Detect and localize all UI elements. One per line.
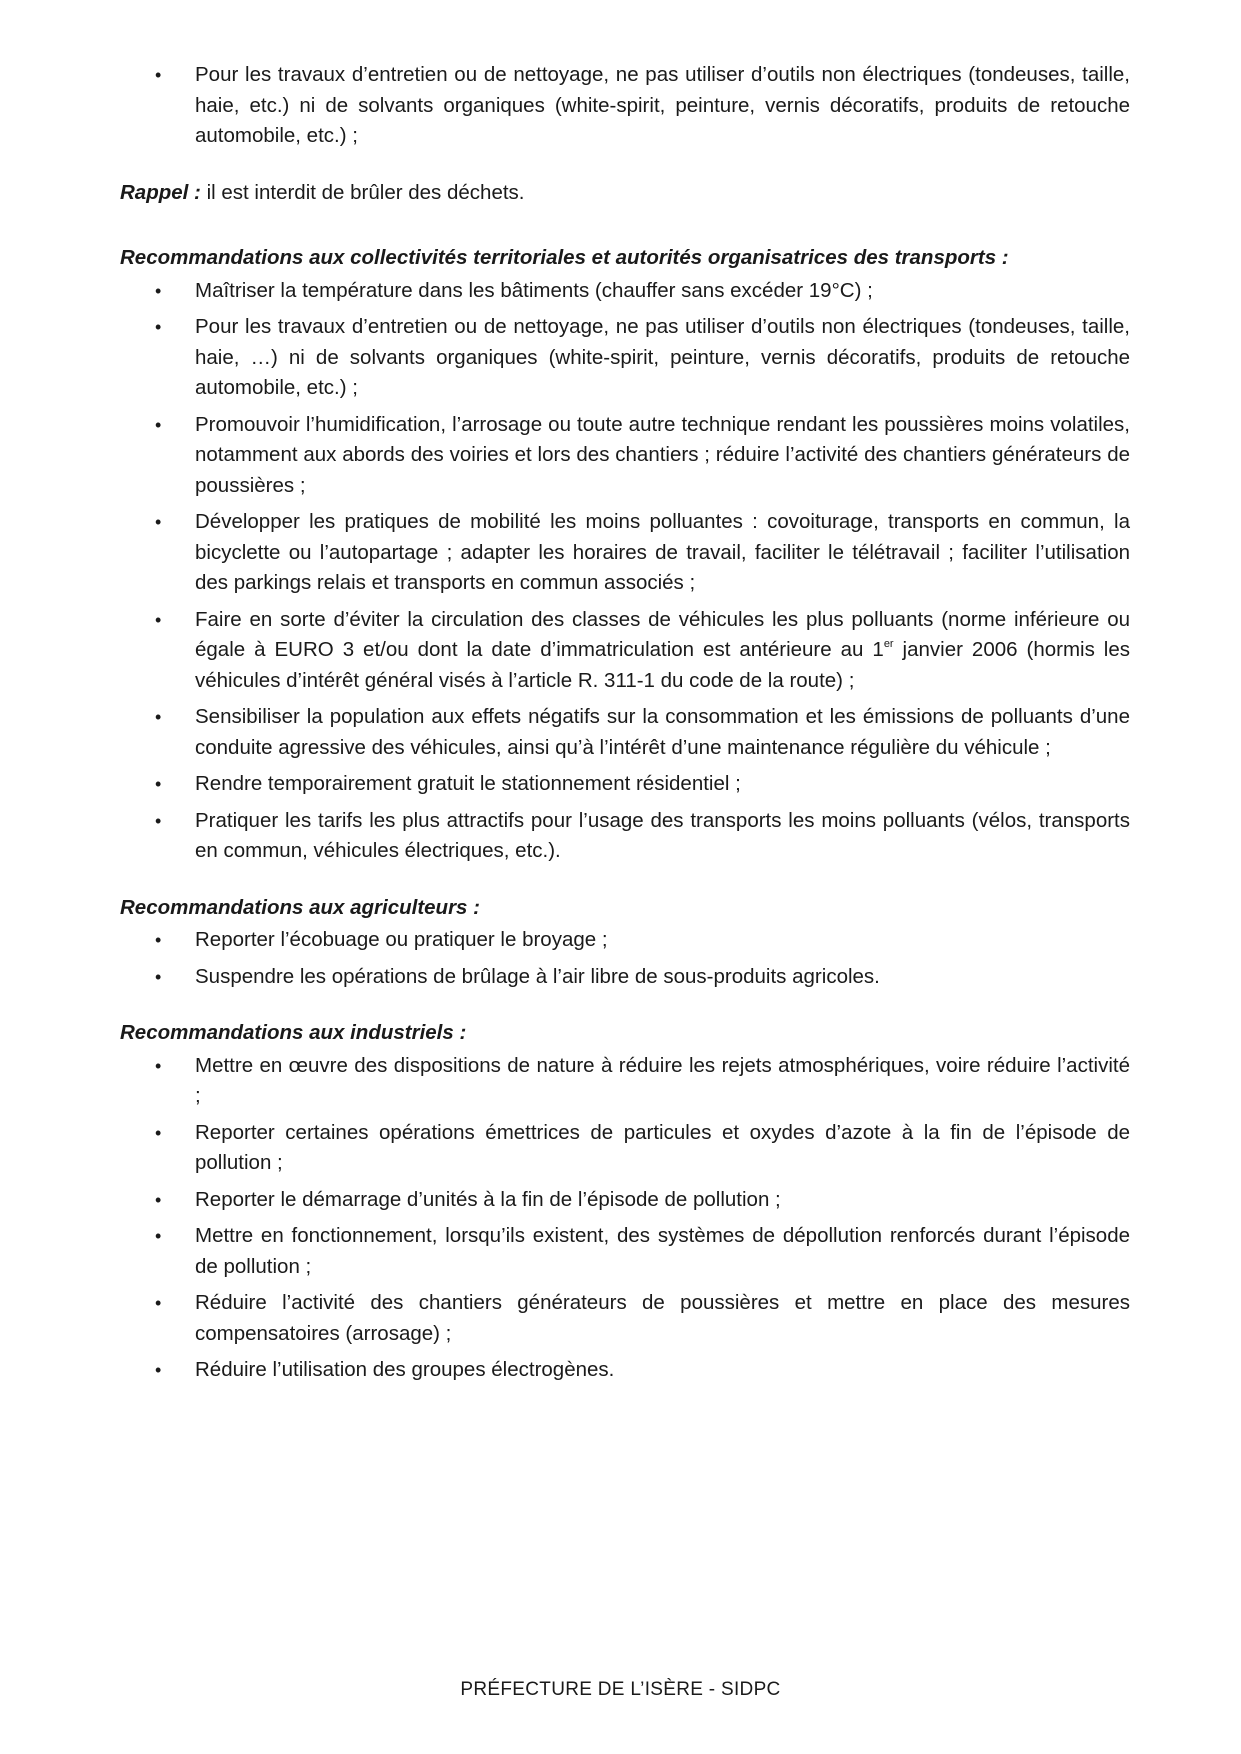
collectivites-heading: Recommandations aux collectivités territoriales et autorités organisatrices des transports :	[120, 246, 1009, 269]
intro-list	[120, 60, 1130, 152]
list-item: • Suspendre les opérations de brûlage à l’air libre de sous-produits agricoles.	[195, 962, 1130, 993]
euro-superscript: er	[883, 638, 894, 650]
list-item: • Mettre en œuvre des dispositions de nature à réduire les rejets atmosphériques, voire réduire l’activité ;	[195, 1051, 1130, 1112]
list-item-euro	[195, 605, 1130, 697]
agriculteurs-heading: Recommandations aux agriculteurs :	[120, 895, 480, 919]
document-page	[120, 60, 1130, 1392]
industriels-list	[120, 1051, 1130, 1386]
collectivites-list	[120, 276, 1130, 867]
agriculteurs-list	[120, 925, 1130, 992]
list-item: • Reporter l’écobuage ou pratiquer le broyage ;	[195, 925, 1130, 956]
list-item: • Rendre temporairement gratuit le stationnement résidentiel ;	[195, 769, 1130, 800]
industriels-heading: Recommandations aux industriels :	[120, 1021, 467, 1044]
rappel-label: Rappel :	[120, 180, 201, 204]
list-item: • Pratiquer les tarifs les plus attractifs pour l’usage des transports les moins polluants (vélos, transports en commun, véhicules électriques, etc.).	[195, 806, 1130, 867]
list-item: • Reporter certaines opérations émettrices de particules et oxydes d’azote à la fin de l’épisode de pollution ;	[195, 1118, 1130, 1179]
rappel-text: il est interdit de brûler des déchets.	[200, 180, 525, 204]
list-item: • Reporter le démarrage d’unités à la fin de l’épisode de pollution ;	[195, 1185, 1130, 1216]
list-item: • Réduire l’activité des chantiers générateurs de poussières et mettre en place des mesures compensatoires (arrosage) ;	[195, 1288, 1130, 1349]
list-item: • Développer les pratiques de mobilité les moins polluantes : covoiturage, transports en commun, la bicyclette ou l’autopartage ; adapter les horaires de travail, faciliter le télétravail ; faciliter l’utilisation des parkings relais et transports en commun associés ;	[195, 507, 1130, 599]
list-item: • Mettre en fonctionnement, lorsqu’ils existent, des systèmes de dépollution renforcés durant l’épisode de pollution ;	[195, 1221, 1130, 1282]
list-item: • Pour les travaux d’entretien ou de nettoyage, ne pas utiliser d’outils non électriques (tondeuses, taille, haie, etc.) ni de solvants organiques (white-spirit, peinture, vernis décoratifs, produits de retouche automobile, etc.) ;	[195, 60, 1130, 152]
page-footer: PRÉFECTURE DE L’ISÈRE - SIDPC	[460, 1679, 781, 1700]
list-item: • Maîtriser la température dans les bâtiments (chauffer sans excéder 19°C) ;	[195, 276, 1130, 307]
list-item: • Réduire l’utilisation des groupes électrogènes.	[195, 1355, 1130, 1386]
list-item: • Sensibiliser la population aux effets négatifs sur la consommation et les émissions de polluants d’une conduite agressive des véhicules, ainsi qu’à l’intérêt d’une maintenance régulière du véhicule ;	[195, 702, 1130, 763]
list-item: • Pour les travaux d’entretien ou de nettoyage, ne pas utiliser d’outils non électriques (tondeuses, taille, haie, …) ni de solvants organiques (white-spirit, peinture, vernis décoratifs, produits de retouche automobile, etc.) ;	[195, 312, 1130, 404]
euro-text-before: Faire en sorte d’éviter la circulation des classes de véhicules les plus polluants (norme inférieure ou égale à EURO 3 et/ou dont la date d’immatriculation est antérieure au 1	[195, 607, 1130, 661]
list-item: • Promouvoir l’humidification, l’arrosage ou toute autre technique rendant les poussières moins volatiles, notamment aux abords des voiries et lors des chantiers ; réduire l’activité des chantiers générateurs de poussières ;	[195, 410, 1130, 502]
euro-text-after: janvier 2006 (hormis les véhicules d’intérêt général visés à l’article R. 311-1 du code de la route) ;	[195, 638, 1130, 692]
rappel-paragraph	[120, 178, 1130, 209]
